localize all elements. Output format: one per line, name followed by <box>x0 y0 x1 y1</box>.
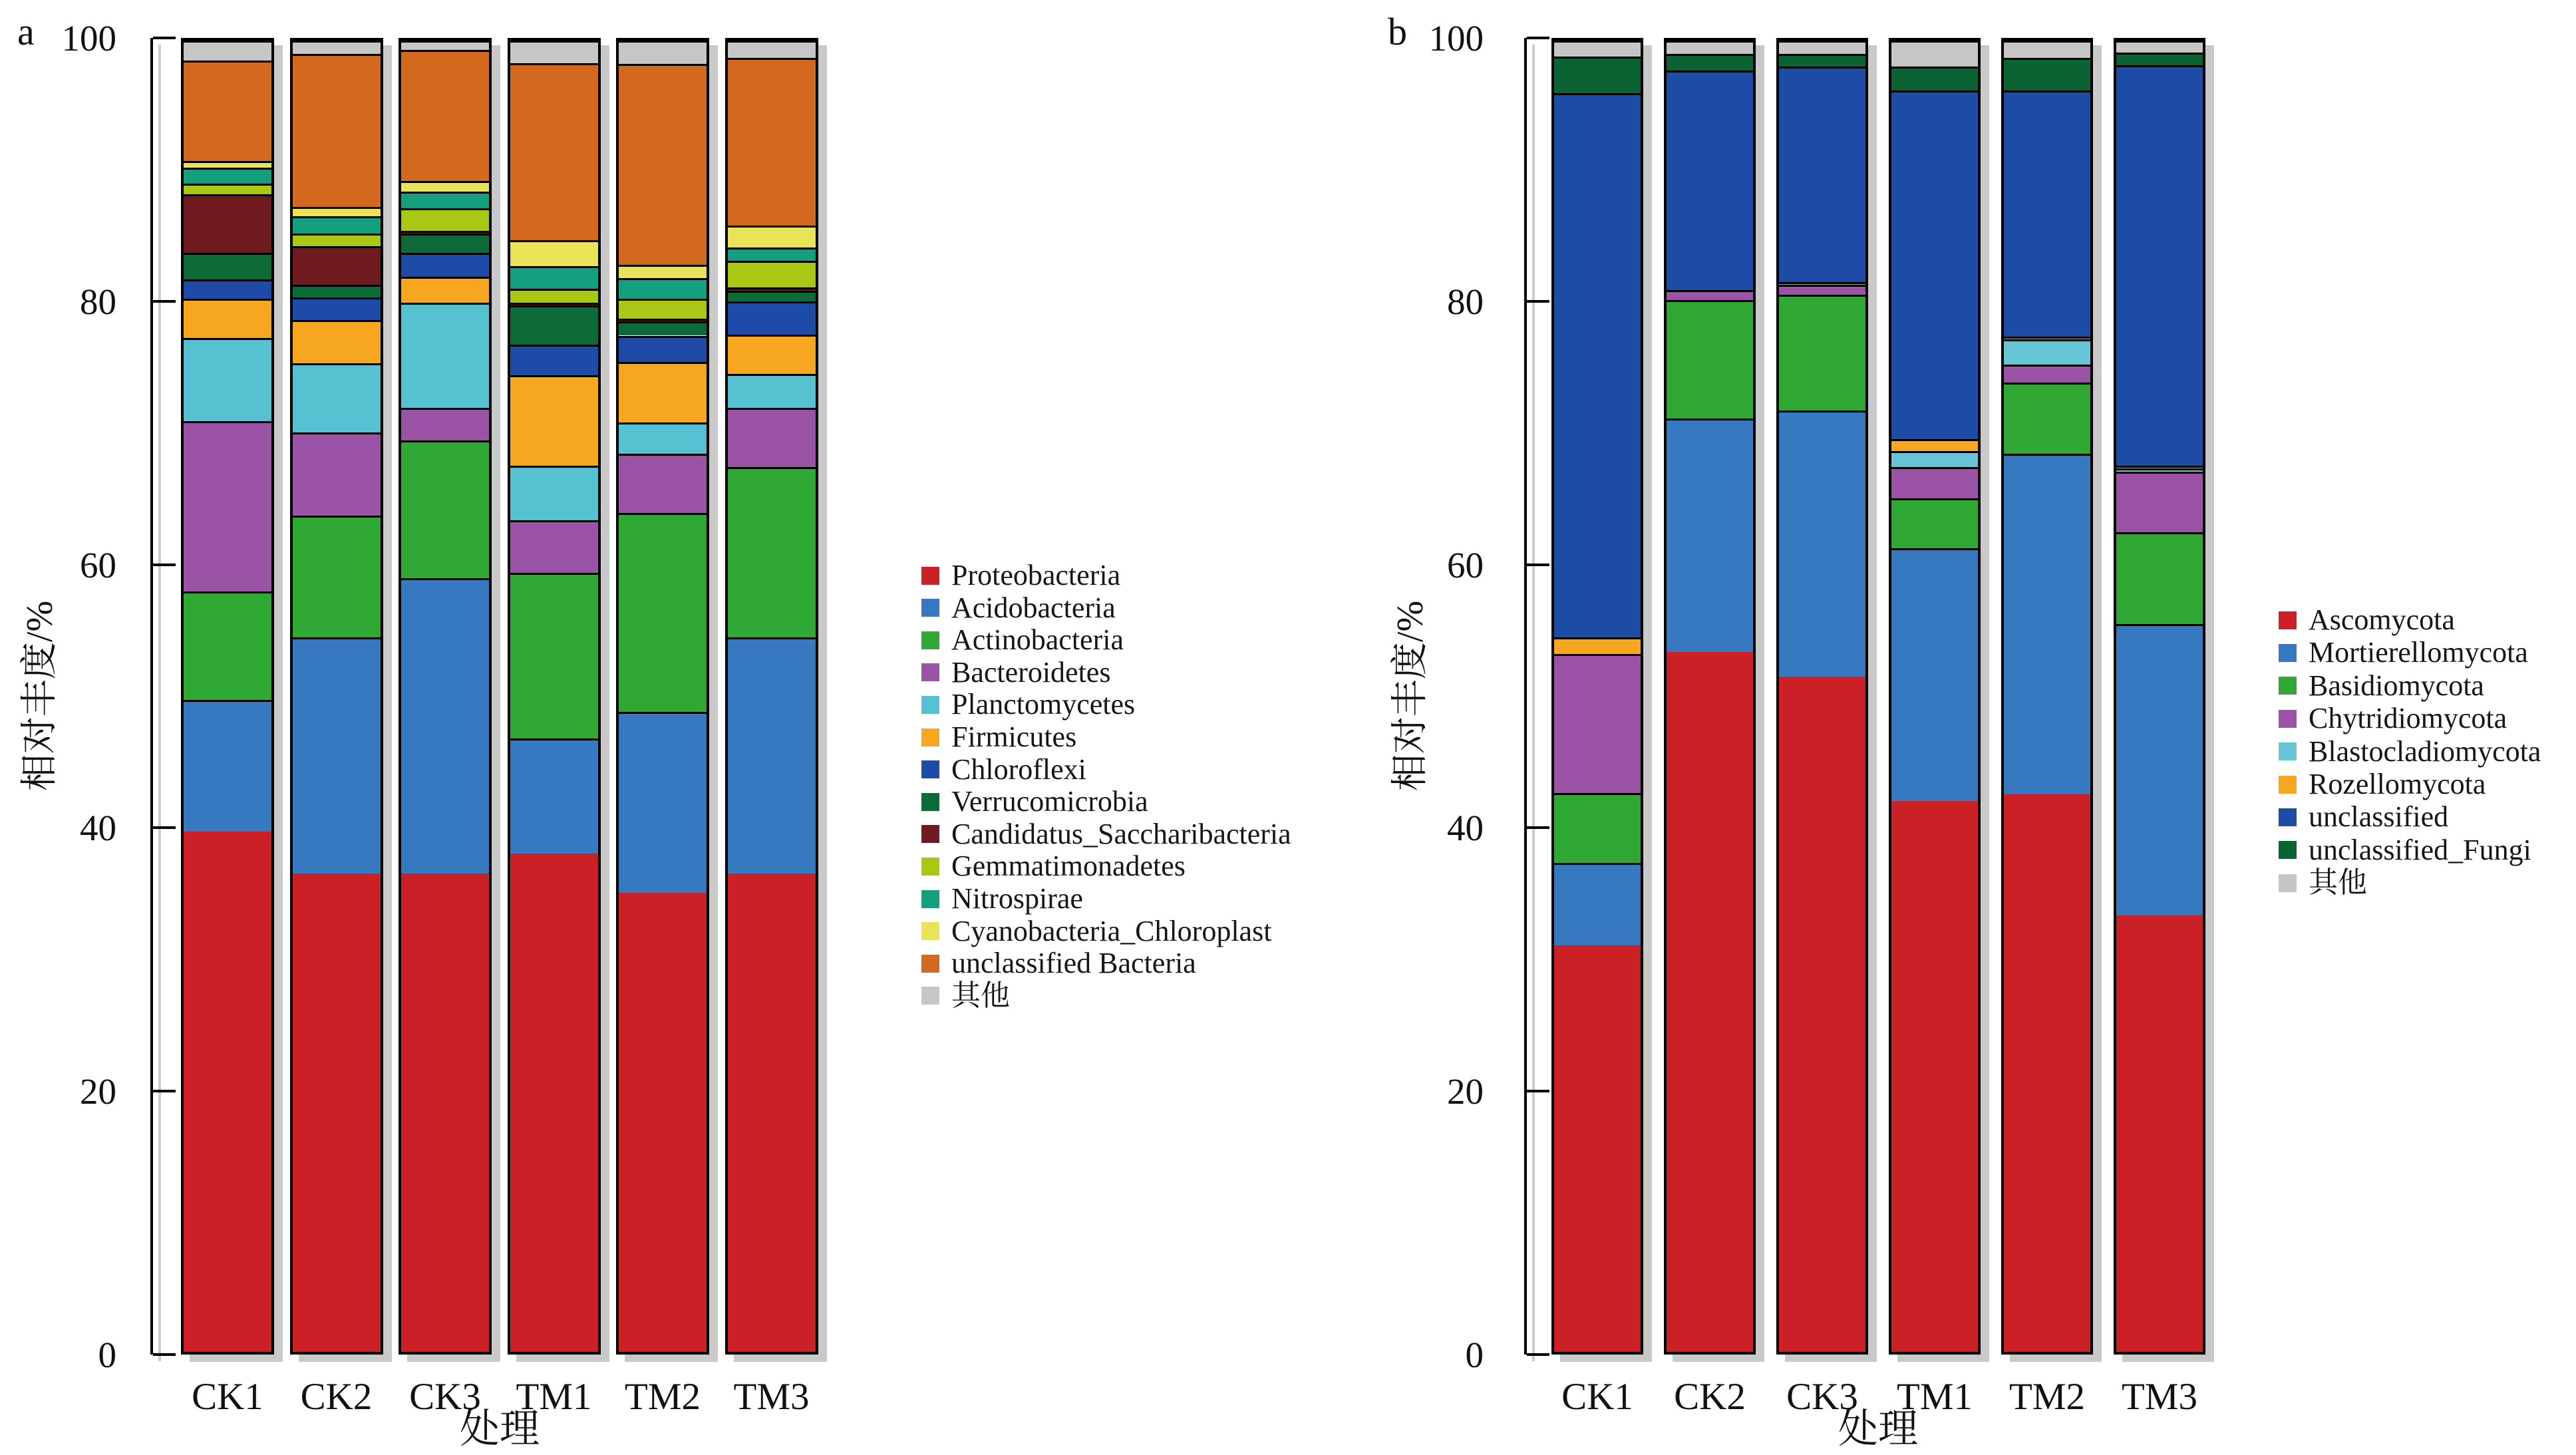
segment-unclassified_Fungi <box>1891 67 1978 90</box>
x-label-TM3-a: TM3 <box>733 1376 810 1418</box>
segment-Ascomycota <box>1554 945 1641 1352</box>
segment-其他 <box>2004 41 2090 58</box>
segment-Mortierellomycota <box>2004 454 2090 794</box>
segment-Firmicutes <box>401 277 489 303</box>
segment-Actinobacteria <box>293 516 381 637</box>
segment-Gemmatimonadetes <box>510 289 598 303</box>
legend-label-Firmicutes: Firmicutes <box>951 721 1077 753</box>
segment-Chloroflexi <box>619 336 707 362</box>
legend-item-Verrucomicrobia <box>921 786 1148 817</box>
segment-unclassified_Fungi <box>1779 54 1865 67</box>
segment-Cyanobacteria_Chloroplast <box>293 207 381 216</box>
segment-Gemmatimonadetes <box>184 184 271 194</box>
legend-item-Acidobacteria <box>921 593 1116 623</box>
segment-Proteobacteria <box>293 874 381 1352</box>
legend-item-其他 <box>921 981 1010 1011</box>
segment-Cyanobacteria_Chloroplast <box>510 240 598 266</box>
legend-label-Candidatus_Saccharibacteria: Candidatus_Saccharibacteria <box>951 817 1291 850</box>
bar-TM3-b <box>2114 38 2205 1355</box>
segment-Candidatus_Saccharibacteria <box>728 287 816 291</box>
y-tick-label-b: 80 <box>1447 281 1484 322</box>
segment-Verrucomicrobia <box>293 285 381 298</box>
legend-item-Rozellomycota <box>2279 769 2486 800</box>
legend-label-Cyanobacteria_Chloroplast: Cyanobacteria_Chloroplast <box>951 914 1272 947</box>
legend-item-unclassified-Bacteria <box>921 948 1196 979</box>
y-tick-b <box>1527 1090 1549 1092</box>
y-tick-label-a: 20 <box>80 1071 116 1112</box>
segment-Rozellomycota <box>1554 637 1641 655</box>
legend-swatch-Rozellomycota <box>2279 776 2297 794</box>
segment-其他 <box>1554 41 1641 57</box>
segment-Actinobacteria <box>401 440 489 578</box>
legend-label-Bacteroidetes: Bacteroidetes <box>951 655 1111 689</box>
legend-item-unclassified <box>2279 802 2448 832</box>
legend-item-其他 <box>2279 868 2367 898</box>
legend-item-Actinobacteria <box>921 625 1124 655</box>
legend-swatch-Candidatus_Saccharibacteria <box>921 825 939 843</box>
legend-swatch-Nitrospirae <box>921 890 939 908</box>
y-tick-label-b: 60 <box>1447 544 1484 585</box>
segment-Verrucomicrobia <box>401 234 489 253</box>
segment-其他 <box>1667 41 1753 54</box>
legend-label-Chytridiomycota: Chytridiomycota <box>2309 702 2507 735</box>
segment-unclassified-Bacteria <box>510 63 598 240</box>
segment-其他 <box>510 41 598 63</box>
legend-swatch-其他 <box>921 987 939 1005</box>
bar-TM3-a <box>725 38 818 1355</box>
y-tick-label-a: 60 <box>80 544 116 585</box>
segment-Candidatus_Saccharibacteria <box>184 194 271 253</box>
segment-Planctomycetes <box>619 422 707 454</box>
legend-item-Basidiomycota <box>2279 671 2484 701</box>
segment-unclassified <box>1891 90 1978 439</box>
bar-CK3-b <box>1776 38 1868 1355</box>
legend-label-Basidiomycota: Basidiomycota <box>2309 669 2484 702</box>
segment-Chloroflexi <box>510 345 598 375</box>
bar-CK1-b <box>1551 38 1643 1355</box>
legend-item-Planctomycetes <box>921 689 1135 720</box>
segment-其他 <box>728 41 816 58</box>
y-tick-label-b: 0 <box>1465 1335 1484 1375</box>
segment-Chytridiomycota <box>2004 365 2090 383</box>
segment-Proteobacteria <box>510 854 598 1352</box>
legend-label-Gemmatimonadetes: Gemmatimonadetes <box>951 850 1186 883</box>
legend-label-Actinobacteria: Actinobacteria <box>951 623 1124 657</box>
x-label-TM2-a: TM2 <box>625 1376 701 1418</box>
legend-item-unclassified_Fungi <box>2279 835 2531 866</box>
y-tick-a <box>153 37 176 39</box>
x-label-CK3-a: CK3 <box>409 1376 481 1418</box>
segment-Candidatus_Saccharibacteria <box>401 231 489 234</box>
segment-Verrucomicrobia <box>510 305 598 345</box>
x-label-CK3-b: CK3 <box>1786 1376 1858 1418</box>
segment-Firmicutes <box>293 320 381 363</box>
segment-Bacteroidetes <box>510 520 598 573</box>
segment-Blastocladiomycota <box>2116 468 2203 472</box>
legend-swatch-unclassified-Bacteria <box>921 955 939 973</box>
segment-Blastocladiomycota <box>2004 339 2090 364</box>
segment-Acidobacteria <box>401 578 489 873</box>
segment-Candidatus_Saccharibacteria <box>619 319 707 321</box>
segment-Cyanobacteria_Chloroplast <box>728 226 816 248</box>
segment-Chloroflexi <box>293 297 381 320</box>
segment-Basidiomycota <box>2004 383 2090 453</box>
segment-unclassified <box>2004 90 2090 337</box>
segment-Verrucomicrobia <box>184 253 271 279</box>
legend-swatch-Cyanobacteria_Chloroplast <box>921 922 939 940</box>
panel-letter-a: a <box>17 10 35 53</box>
segment-Rozellomycota <box>2116 466 2203 468</box>
legend-label-Ascomycota: Ascomycota <box>2309 603 2455 636</box>
segment-unclassified <box>1554 93 1641 637</box>
legend-swatch-Actinobacteria <box>921 631 939 649</box>
segment-Gemmatimonadetes <box>728 261 816 287</box>
y-tick-label-a: 80 <box>80 281 116 322</box>
segment-Cyanobacteria_Chloroplast <box>401 181 489 192</box>
segment-Chytridiomycota <box>1891 467 1978 498</box>
segment-Mortierellomycota <box>2116 624 2203 915</box>
legend-label-unclassified_Fungi: unclassified_Fungi <box>2309 833 2531 866</box>
segment-Ascomycota <box>2004 794 2090 1352</box>
y-tick-b <box>1527 37 1549 39</box>
y-tick-label-a: 40 <box>80 808 116 849</box>
segment-Basidiomycota <box>1891 498 1978 548</box>
y-tick-label-b: 100 <box>1428 18 1484 59</box>
segment-Acidobacteria <box>293 637 381 874</box>
segment-Planctomycetes <box>293 363 381 432</box>
legend-item-Bacteroidetes <box>921 657 1110 688</box>
segment-其他 <box>401 41 489 50</box>
segment-Planctomycetes <box>728 374 816 408</box>
segment-Planctomycetes <box>401 303 489 408</box>
bar-TM1-b <box>1889 38 1981 1355</box>
segment-Proteobacteria <box>184 832 271 1352</box>
segment-Actinobacteria <box>184 591 271 701</box>
segment-Acidobacteria <box>184 700 271 831</box>
legend-item-Cyanobacteria_Chloroplast <box>921 916 1271 947</box>
segment-Candidatus_Saccharibacteria <box>510 303 598 305</box>
legend-item-Chloroflexi <box>921 754 1086 785</box>
segment-Basidiomycota <box>1667 300 1753 418</box>
segment-Planctomycetes <box>184 338 271 420</box>
segment-Rozellomycota <box>1891 439 1978 451</box>
segment-其他 <box>619 41 707 64</box>
bar-CK1-a <box>181 38 274 1355</box>
y-axis-a <box>150 38 153 1355</box>
x-label-CK2-b: CK2 <box>1674 1376 1746 1418</box>
segment-Nitrospirae <box>293 216 381 234</box>
segment-Planctomycetes <box>510 466 598 521</box>
legend-label-其他: 其他 <box>951 979 1010 1012</box>
segment-Nitrospirae <box>619 278 707 299</box>
segment-Firmicutes <box>184 299 271 338</box>
legend-item-Gemmatimonadetes <box>921 851 1186 882</box>
segment-Actinobacteria <box>728 467 816 637</box>
y-tick-a <box>153 564 176 566</box>
legend-swatch-Acidobacteria <box>921 599 939 617</box>
legend-label-Rozellomycota: Rozellomycota <box>2309 768 2486 800</box>
segment-Bacteroidetes <box>401 408 489 440</box>
segment-Basidiomycota <box>2116 532 2203 624</box>
legend-item-Candidatus_Saccharibacteria <box>921 819 1291 850</box>
legend-swatch-Firmicutes <box>921 728 939 746</box>
segment-Firmicutes <box>619 362 707 422</box>
segment-Proteobacteria <box>619 893 707 1352</box>
legend-swatch-Chytridiomycota <box>2279 710 2297 728</box>
bar-TM2-a <box>616 38 709 1355</box>
legend-swatch-Chloroflexi <box>921 760 939 778</box>
legend-swatch-unclassified_Fungi <box>2279 841 2297 859</box>
x-axis-title-b: 处理 <box>1838 1407 1918 1451</box>
segment-其他 <box>293 41 381 54</box>
legend-label-Acidobacteria: Acidobacteria <box>951 591 1116 624</box>
segment-Mortierellomycota <box>1891 548 1978 801</box>
legend-label-unclassified-Bacteria: unclassified Bacteria <box>951 947 1196 980</box>
segment-Nitrospirae <box>728 247 816 261</box>
y-axis-title-b: 相对丰度/% <box>1390 600 1431 792</box>
segment-unclassified <box>1667 71 1753 289</box>
segment-Gemmatimonadetes <box>401 208 489 231</box>
segment-Cyanobacteria_Chloroplast <box>184 161 271 168</box>
legend-item-Firmicutes <box>921 722 1076 752</box>
x-label-TM2-b: TM2 <box>2009 1376 2085 1418</box>
legend-label-Planctomycetes: Planctomycetes <box>951 688 1136 721</box>
legend-label-Chloroflexi: Chloroflexi <box>951 752 1086 786</box>
bar-CK3-a <box>399 38 492 1355</box>
bar-CK2-a <box>290 38 383 1355</box>
segment-Firmicutes <box>728 335 816 374</box>
segment-Mortierellomycota <box>1779 410 1865 677</box>
legend-swatch-Basidiomycota <box>2279 677 2297 695</box>
legend-label-其他: 其他 <box>2309 866 2367 899</box>
segment-Verrucomicrobia <box>619 321 707 336</box>
x-axis-title-a: 处理 <box>460 1407 540 1451</box>
segment-其他 <box>184 41 271 61</box>
segment-Chytridiomycota <box>1779 285 1865 295</box>
segment-Chytridiomycota <box>1554 654 1641 793</box>
segment-Ascomycota <box>1891 801 1978 1352</box>
segment-其他 <box>1779 41 1865 54</box>
y-tick-label-b: 20 <box>1447 1071 1484 1112</box>
legend-swatch-其他 <box>2279 874 2297 892</box>
segment-Nitrospirae <box>184 168 271 184</box>
segment-Basidiomycota <box>1779 295 1865 410</box>
segment-Ascomycota <box>1779 677 1865 1352</box>
y-axis-title-a: 相对丰度/% <box>19 600 61 792</box>
segment-Actinobacteria <box>510 573 598 738</box>
legend-label-Verrucomicrobia: Verrucomicrobia <box>951 785 1148 818</box>
legend-swatch-Ascomycota <box>2279 611 2297 629</box>
legend-swatch-Proteobacteria <box>921 567 939 585</box>
legend-swatch-Planctomycetes <box>921 696 939 714</box>
segment-Ascomycota <box>2116 915 2203 1352</box>
legend-label-Proteobacteria: Proteobacteria <box>951 559 1121 591</box>
legend-item-Proteobacteria <box>921 560 1120 591</box>
segment-Bacteroidetes <box>728 408 816 467</box>
panel-letter-b: b <box>1388 10 1407 53</box>
segment-Acidobacteria <box>619 712 707 893</box>
y-axis-b <box>1524 38 1527 1355</box>
segment-Nitrospirae <box>510 266 598 289</box>
segment-Bacteroidetes <box>293 432 381 515</box>
y-tick-b <box>1527 564 1549 566</box>
segment-Chloroflexi <box>728 301 816 334</box>
legend-label-unclassified: unclassified <box>2309 800 2449 834</box>
segment-Acidobacteria <box>728 637 816 874</box>
bar-TM2-b <box>2001 38 2093 1355</box>
y-tick-a <box>153 826 176 829</box>
segment-Mortierellomycota <box>1667 418 1753 652</box>
x-label-TM1-b: TM1 <box>1897 1376 1973 1418</box>
y-tick-label-a: 0 <box>98 1335 116 1375</box>
y-tick-b <box>1527 300 1549 303</box>
segment-Gemmatimonadetes <box>293 234 381 247</box>
segment-Basidiomycota <box>1554 793 1641 862</box>
y-tick-b <box>1527 1353 1549 1356</box>
segment-Verrucomicrobia <box>728 291 816 301</box>
bar-TM1-a <box>508 38 601 1355</box>
legend-item-Mortierellomycota <box>2279 637 2528 668</box>
x-label-TM3-b: TM3 <box>2122 1376 2197 1418</box>
legend-swatch-unclassified <box>2279 808 2297 826</box>
segment-unclassified_Fungi <box>1554 57 1641 93</box>
x-label-CK2-a: CK2 <box>300 1376 373 1418</box>
segment-unclassified-Bacteria <box>619 64 707 265</box>
segment-unclassified <box>1779 67 1865 281</box>
segment-Actinobacteria <box>619 513 707 713</box>
legend-label-Blastocladiomycota: Blastocladiomycota <box>2309 734 2541 768</box>
segment-Proteobacteria <box>401 874 489 1352</box>
y-tick-a <box>153 1090 176 1092</box>
y-tick-b <box>1527 826 1549 829</box>
legend-item-Blastocladiomycota <box>2279 736 2541 767</box>
segment-Bacteroidetes <box>619 454 707 513</box>
segment-Mortierellomycota <box>1554 863 1641 945</box>
segment-Rozellomycota <box>2004 337 2090 339</box>
x-label-CK1-a: CK1 <box>192 1376 263 1418</box>
segment-unclassified-Bacteria <box>184 61 271 162</box>
segment-Chytridiomycota <box>2116 472 2203 532</box>
y-tick-a <box>153 300 176 303</box>
legend-swatch-Bacteroidetes <box>921 663 939 681</box>
legend-label-Mortierellomycota: Mortierellomycota <box>2309 636 2528 669</box>
segment-unclassified_Fungi <box>1667 54 1753 71</box>
y-tick-a <box>153 1353 176 1356</box>
bar-CK2-b <box>1664 38 1756 1355</box>
legend-item-Chytridiomycota <box>2279 703 2507 734</box>
segment-unclassified-Bacteria <box>401 50 489 181</box>
segment-unclassified-Bacteria <box>293 54 381 208</box>
segment-Chloroflexi <box>184 279 271 299</box>
segment-其他 <box>1891 41 1978 67</box>
segment-Chloroflexi <box>401 253 489 276</box>
legend-swatch-Blastocladiomycota <box>2279 742 2297 760</box>
y-tick-label-b: 40 <box>1447 808 1484 849</box>
segment-Bacteroidetes <box>184 421 271 591</box>
legend-item-Nitrospirae <box>921 884 1083 914</box>
legend-swatch-Mortierellomycota <box>2279 644 2297 662</box>
segment-unclassified_Fungi <box>2004 58 2090 90</box>
segment-Nitrospirae <box>401 192 489 209</box>
segment-Chytridiomycota <box>1667 290 1753 301</box>
segment-Candidatus_Saccharibacteria <box>293 246 381 284</box>
segment-Acidobacteria <box>510 738 598 854</box>
segment-unclassified <box>2116 65 2203 465</box>
y-tick-label-a: 100 <box>61 18 116 59</box>
segment-Gemmatimonadetes <box>619 299 707 319</box>
segment-Rozellomycota <box>1779 282 1865 285</box>
segment-Firmicutes <box>510 375 598 466</box>
legend-swatch-Verrucomicrobia <box>921 793 939 811</box>
segment-其他 <box>2116 41 2203 53</box>
x-label-CK1-b: CK1 <box>1561 1376 1633 1418</box>
segment-Blastocladiomycota <box>1891 451 1978 467</box>
segment-unclassified-Bacteria <box>728 58 816 226</box>
legend-label-Nitrospirae: Nitrospirae <box>951 882 1083 915</box>
segment-unclassified_Fungi <box>2116 53 2203 66</box>
legend-swatch-Gemmatimonadetes <box>921 858 939 876</box>
x-label-TM1-a: TM1 <box>516 1376 592 1418</box>
legend-item-Ascomycota <box>2279 605 2455 635</box>
segment-Cyanobacteria_Chloroplast <box>619 265 707 278</box>
segment-Ascomycota <box>1667 652 1753 1353</box>
segment-Proteobacteria <box>728 874 816 1352</box>
